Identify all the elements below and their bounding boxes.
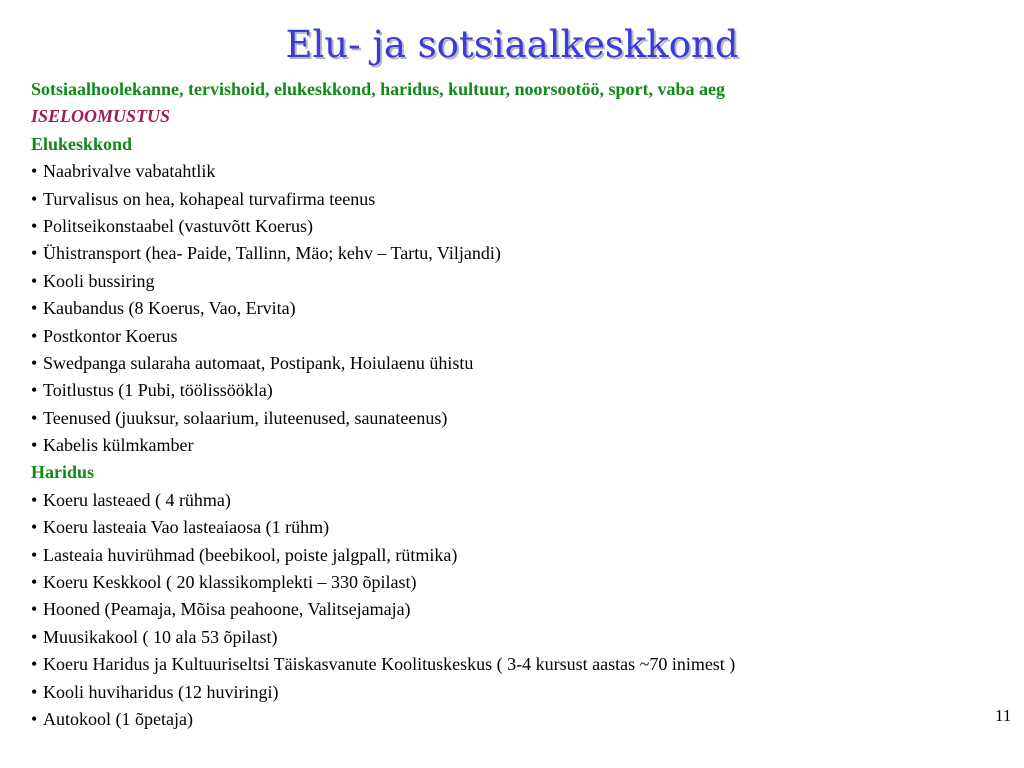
list-item-text: Kaubandus (8 Koerus, Vao, Ervita) bbox=[43, 298, 296, 319]
list-item-text: Postkontor Koerus bbox=[43, 325, 178, 346]
slide-content bbox=[31, 76, 991, 733]
list-item-text: Ühistransport (hea- Paide, Tallinn, Mäo; kehv – Tartu, Viljandi) bbox=[43, 243, 501, 264]
list-item bbox=[31, 377, 991, 404]
list-item-text: Koeru Keskkool ( 20 klassikomplekti – 330 õpilast) bbox=[43, 572, 417, 593]
list-item bbox=[31, 158, 991, 185]
list-item-text: Kabelis külmkamber bbox=[43, 435, 194, 456]
list-item-text: Koeru Haridus ja Kultuuriseltsi Täiskasvanute Koolituskeskus ( 3-4 kursust aastas ~70 inimest ) bbox=[43, 654, 736, 675]
bullet-icon: • bbox=[31, 599, 38, 620]
slide-title: Elu- ja sotsiaalkeskkond bbox=[285, 23, 739, 66]
bullet-icon: • bbox=[31, 517, 38, 538]
elukeskkond-heading: Elukeskkond bbox=[31, 133, 133, 154]
list-item bbox=[31, 514, 991, 541]
bullet-icon: • bbox=[31, 325, 38, 346]
list-item-text: Teenused (juuksur, solaarium, iluteenused, saunateenus) bbox=[43, 407, 448, 428]
list-item bbox=[31, 569, 991, 596]
list-item bbox=[31, 624, 991, 651]
list-item-text: Autokool (1 õpetaja) bbox=[43, 708, 193, 729]
list-item-text: Koeru lasteaed ( 4 rühma) bbox=[43, 489, 231, 510]
list-item bbox=[31, 186, 991, 213]
list-item bbox=[31, 295, 991, 322]
list-item bbox=[31, 651, 991, 678]
list-item-text: Turvalisus on hea, kohapeal turvafirma teenus bbox=[43, 188, 376, 209]
list-item bbox=[31, 323, 991, 350]
list-item bbox=[31, 596, 991, 623]
list-item-text: Kooli bussiring bbox=[43, 270, 155, 291]
list-item bbox=[31, 240, 991, 267]
list-item-text: Toitlustus (1 Pubi, töölissöökla) bbox=[43, 380, 273, 401]
bullet-icon: • bbox=[31, 681, 38, 702]
bullet-icon: • bbox=[31, 572, 38, 593]
list-item-text: Hooned (Peamaja, Mõisa peahoone, Valitsejamaja) bbox=[43, 599, 411, 620]
bullet-icon: • bbox=[31, 708, 38, 729]
bullet-icon: • bbox=[31, 188, 38, 209]
list-item-text: Muusikakool ( 10 ala 53 õpilast) bbox=[43, 626, 278, 647]
list-item bbox=[31, 350, 991, 377]
bullet-icon: • bbox=[31, 544, 38, 565]
bullet-icon: • bbox=[31, 161, 38, 182]
slide-subtitle: Sotsiaalhoolekanne, tervishoid, elukeskkond, haridus, kultuur, noorsootöö, sport, vaba aeg bbox=[31, 79, 725, 99]
list-item bbox=[31, 706, 991, 733]
page-number: 11 bbox=[995, 706, 1012, 725]
bullet-icon: • bbox=[31, 298, 38, 319]
bullet-icon: • bbox=[31, 626, 38, 647]
bullet-icon: • bbox=[31, 407, 38, 428]
list-item bbox=[31, 268, 991, 295]
list-item-text: Swedpanga sularaha automaat, Postipank, Hoiulaenu ühistu bbox=[43, 352, 474, 373]
bullet-icon: • bbox=[31, 352, 38, 373]
bullet-icon: • bbox=[31, 654, 38, 675]
list-item-text: Koeru lasteaia Vao lasteaiaosa (1 rühm) bbox=[43, 517, 330, 538]
bullet-icon: • bbox=[31, 489, 38, 510]
list-item bbox=[31, 487, 991, 514]
bullet-icon: • bbox=[31, 380, 38, 401]
list-item-text: Kooli huviharidus (12 huviringi) bbox=[43, 681, 279, 702]
list-item-text: Naabrivalve vabatahtlik bbox=[43, 161, 216, 182]
bullet-icon: • bbox=[31, 270, 38, 291]
haridus-list bbox=[31, 487, 991, 734]
list-item-text: Lasteaia huvirühmad (beebikool, poiste jalgpall, rütmika) bbox=[43, 544, 458, 565]
bullet-icon: • bbox=[31, 435, 38, 456]
list-item-text: Politseikonstaabel (vastuvõtt Koerus) bbox=[43, 215, 313, 236]
list-item bbox=[31, 542, 991, 569]
bullet-icon: • bbox=[31, 215, 38, 236]
haridus-heading: Haridus bbox=[31, 462, 95, 483]
list-item bbox=[31, 679, 991, 706]
list-item bbox=[31, 432, 991, 459]
bullet-icon: • bbox=[31, 243, 38, 264]
list-item bbox=[31, 405, 991, 432]
section-label: ISELOOMUSTUS bbox=[31, 106, 171, 127]
list-item bbox=[31, 213, 991, 240]
elukeskkond-list bbox=[31, 158, 991, 459]
